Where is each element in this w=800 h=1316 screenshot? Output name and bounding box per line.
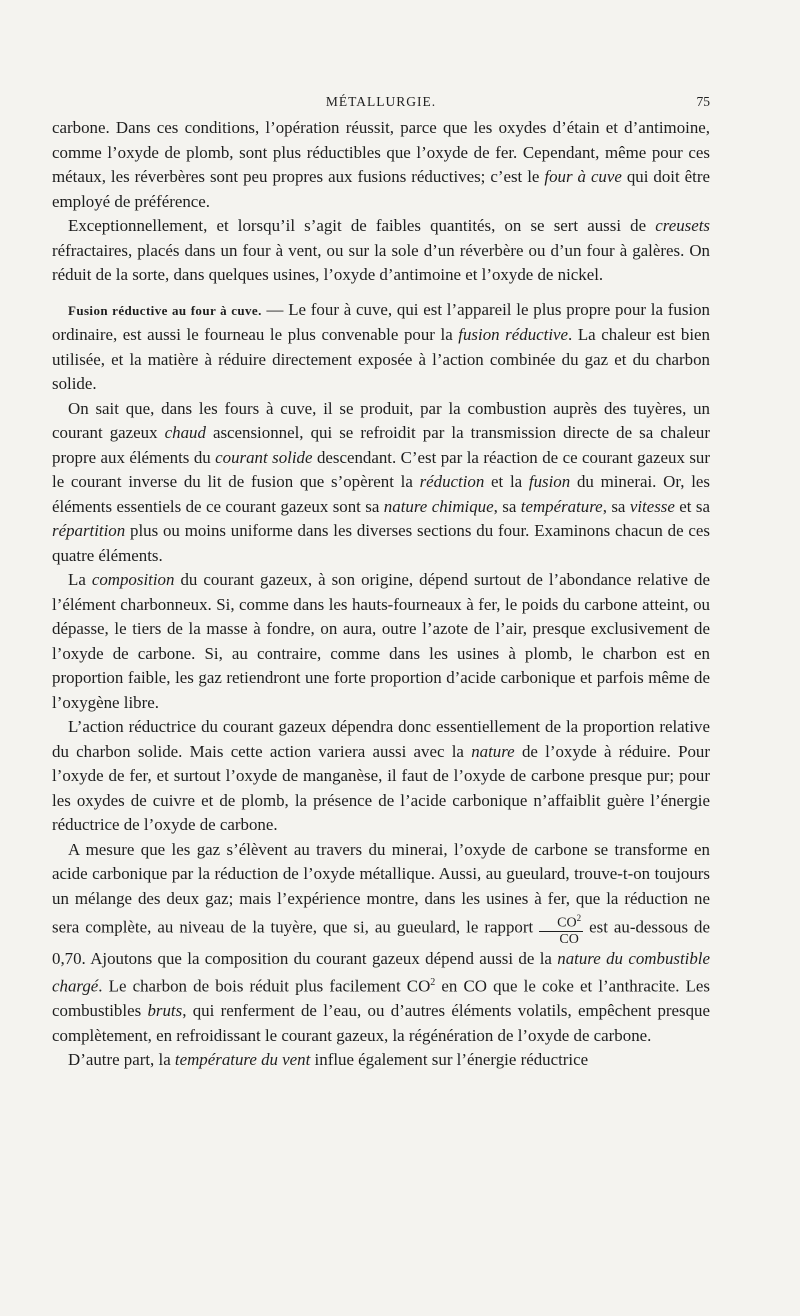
text: , sa (493, 496, 521, 516)
text: , qui renferment de l’eau, ou d’autres éléments volatils, empêchent presque complètement, en refroidissant le courant gazeux, la régénération de l’oxyde de carbone. (52, 1001, 710, 1045)
numerator-text: CO (557, 915, 577, 931)
superscript: 2 (576, 913, 582, 923)
fraction-numerator (539, 911, 583, 932)
ratio-fraction (539, 911, 583, 947)
text: ascensionnel, qui se refroidit par la transmission directe de sa chaleur propre aux éléments du (52, 423, 710, 467)
text: carbone. Dans ces conditions, l’opération réussit, parce que les oxydes d’étain et d’antimoine, comme l’oxyde de plomb, sont plus réductibles que l’oxyde de fer. Cependant, même pour ces métaux, les réverbères sont peu propres aux fusions réductives; c’est le (52, 118, 710, 186)
text: , sa (602, 496, 630, 516)
paragraph-3 (52, 298, 710, 397)
text: de l’oxyde à réduire. Pour l’oxyde de fer, et surtout l’oxyde de manganèse, il faut de l’oxyde de carbone presque pur; pour les oxydes de cuivre et de plomb, la présence de l’acide carbonique n’affaiblit guère l’énergie réductrice de l’oxyde de carbone. (52, 741, 710, 834)
paragraph-6 (52, 715, 710, 838)
text: plus ou moins uniforme dans les diverses sections du four. Examinons chacun de ces quatre éléments. (52, 521, 710, 565)
fraction-denominator: CO (559, 931, 579, 947)
emphasis: vitesse (629, 496, 675, 516)
emphasis: nature chimique (383, 496, 494, 516)
text: Exceptionnellement, et lorsqu’il s’agit de faibles quantités, on se sert aussi de (68, 216, 656, 235)
text: La (68, 570, 92, 589)
text: — Le four à cuve, qui est l’appareil le plus propre pour la fusion ordinaire, est aussi le fourneau le plus convenable pour la (52, 299, 710, 344)
text: et sa (674, 496, 710, 516)
emphasis: composition (91, 570, 175, 589)
paragraph-8 (52, 1048, 710, 1073)
text: D’autre part, la (68, 1050, 175, 1070)
section-heading: Fusion réductive au four à cuve. (68, 302, 262, 318)
emphasis: courant solide (215, 447, 313, 467)
text: On sait que, dans les fours à cuve, il se produit, par la combustion auprès des tuyères, un courant gazeux (52, 398, 710, 442)
emphasis: nature du combustible chargé (52, 948, 710, 996)
emphasis: nature (471, 741, 515, 761)
emphasis: répartition (52, 521, 126, 540)
text: A mesure que les gaz s’élèvent au travers du minerai, l’oxyde de carbone se transforme en acide carbonique par la réduction de l’oxyde métallique. Aussi, au gueulard, trouve-t-on toujours un mélange des deux gaz; mais l’expérience montre, dans les usines à fer, que la réduction ne sera complète, au niveau de la tuyère, que si, au gueulard, le rapport (52, 839, 710, 937)
page-number: 75 (696, 94, 710, 109)
page-header (52, 92, 710, 112)
text: qui doit être employé de préférence. (52, 167, 710, 211)
text: influe également sur l’énergie réductrice (310, 1050, 589, 1070)
running-title: MÉTALLURGIE. (325, 94, 437, 109)
emphasis: creusets (655, 216, 710, 235)
text: L’action réductrice du courant gazeux dépendra donc essentiellement de la proportion relative du charbon solide. Mais cette action variera aussi avec la (52, 717, 710, 761)
page-body (52, 116, 710, 1073)
text: réfractaires, placés dans un four à vent, ou sur la sole d’un réverbère ou d’un four à galères. On réduit de la sorte, dans quelques usines, l’oxyde d’antimoine et l’oxyde de nickel. (52, 240, 710, 284)
emphasis: four à cuve (544, 167, 622, 186)
text: . Le charbon de bois réduit plus facilement CO (98, 976, 431, 996)
text: est au-dessous de 0,70. Ajoutons que la composition du courant gazeux dépend aussi de la (52, 917, 710, 968)
text: en CO que le coke et l’anthracite. Les combustibles (52, 976, 710, 1021)
emphasis: température (520, 496, 603, 516)
emphasis: fusion réductive (458, 325, 569, 344)
emphasis: chaud (164, 423, 206, 442)
text: descendant. C’est par la réaction de ce courant gazeux sur le courant inverse du lit de fusion que s’opèrent la (52, 447, 710, 491)
paragraph-5 (52, 568, 710, 715)
paragraph-4 (52, 397, 710, 569)
emphasis: réduction (419, 472, 485, 491)
text: du courant gazeux, à son origine, dépend surtout de l’abondance relative de l’élément charbonneux. Si, comme dans les hauts-fourneaux à fer, le poids du carbone atteint, ou dépasse, le tiers de la masse à fondre, on aura, outre l’azote de l’air, presque exclusivement de l’oxyde de carbone. Si, au contraire, comme dans les usines à plomb, le charbon est en proportion faible, les gaz retiendront une forte proportion d’acide carbonique et parfois même de l’oxygène libre. (52, 570, 710, 712)
text: . La chaleur est bien utilisée, et la matière à réduire directement exposée à l’action combinée du gaz et du charbon solide. (52, 325, 710, 393)
emphasis: fusion (528, 472, 571, 491)
superscript: 2 (430, 977, 436, 989)
text: et la (484, 472, 529, 491)
paragraph-7 (52, 838, 710, 1049)
emphasis: bruts (147, 1001, 183, 1021)
paragraph-1 (52, 116, 710, 214)
paragraph-2 (52, 214, 710, 288)
emphasis: température du vent (174, 1050, 311, 1070)
text: du minerai. Or, les éléments essentiels de ce courant gazeux sont sa (52, 472, 710, 516)
